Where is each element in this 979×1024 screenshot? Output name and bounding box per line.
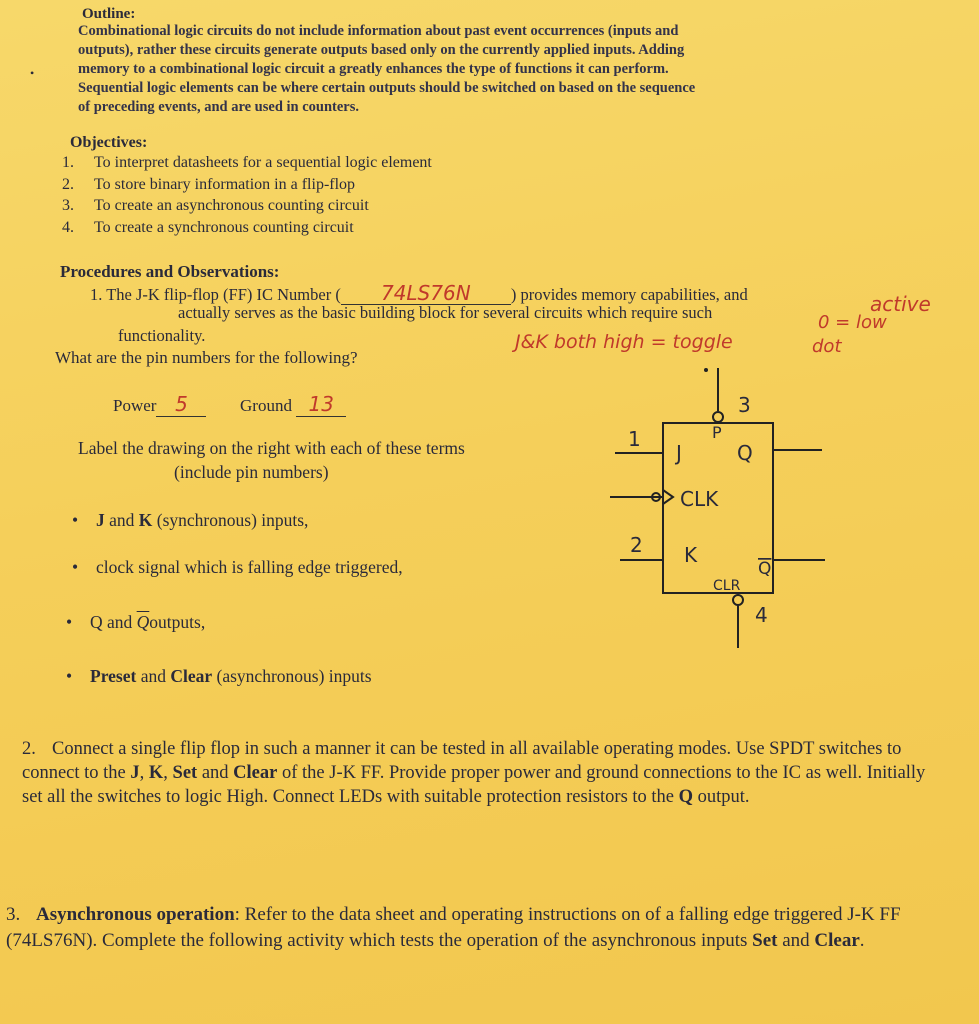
qbar-label: Q xyxy=(758,559,772,579)
k-label: K xyxy=(684,543,698,567)
outline-heading: Outline: xyxy=(82,6,136,22)
pin-k-number: 2 xyxy=(630,533,643,557)
ic-number-answer: 74LS76N xyxy=(341,282,511,305)
q-label: Q xyxy=(737,441,753,465)
ink-dot xyxy=(704,368,708,372)
ground-row: Ground 13 xyxy=(240,392,346,417)
pin-question: What are the pin numbers for the following? xyxy=(55,348,358,367)
handwritten-active: active xyxy=(870,292,931,316)
ground-pin-answer: 13 xyxy=(296,392,346,417)
step-2-paragraph: 2. Connect a single flip flop in such a manner it can be tested in all available operating modes. Use SPDT switches to connect to the J, K, Set and Clear of the J-K FF. Provide proper power and ground connections to the IC as well. Initially set all the switches to logic High. Connect LEDs with suitable protection resistors to the Q output. xyxy=(22,739,926,807)
pin-clr-number: 4 xyxy=(755,603,768,627)
procedure-1-line1: 1. The J-K flip-flop (FF) IC Number ( 74LS76N ) provides memory capabilities, and xyxy=(90,281,748,305)
power-pin-answer: 5 xyxy=(156,392,206,417)
pin-preset-number: 3 xyxy=(738,393,751,417)
outline-line: memory to a combinational logic circuit a greatly enhances the type of functions it can perform. xyxy=(78,61,669,77)
handwritten-jk-note: J&K both high = toggle xyxy=(515,331,733,353)
objective-item: 1. To interpret datasheets for a sequential logic element xyxy=(62,154,432,171)
objective-item: 3. To create an asynchronous counting circuit xyxy=(62,197,369,214)
preset-label: P xyxy=(712,423,722,442)
objective-item: 2. To store binary information in a flip-flop xyxy=(62,175,356,193)
procedures-heading: Procedures and Observations: xyxy=(60,262,280,281)
clear-bubble xyxy=(733,595,743,605)
clk-label: CLK xyxy=(680,487,719,511)
bullet-jk-inputs: • J and K (synchronous) inputs, xyxy=(72,510,309,530)
clr-label: CLR xyxy=(713,578,741,594)
preset-bubble xyxy=(713,412,723,422)
label-instructions: Label the drawing on the right with each of these terms (include pin numbers) xyxy=(78,438,465,482)
bullet-clock: • clock signal which is falling edge triggered, xyxy=(72,557,403,577)
outline-line: Combinational logic circuits do not include information about past event occurrences (inputs and xyxy=(78,23,679,39)
outline-line: of preceding events, and are used in counters. xyxy=(78,99,360,115)
outline-line: outputs), rather these circuits generate outputs based only on the currently applied inputs. Adding xyxy=(78,42,685,58)
handwritten-zero-low: 0 = low xyxy=(818,312,887,333)
stray-dot: • xyxy=(30,66,35,80)
pin-j-number: 1 xyxy=(628,427,641,451)
power-row: Power 5 xyxy=(113,392,206,417)
objectives-heading: Objectives: xyxy=(70,134,148,151)
outline-line: Sequential logic elements can be where certain outputs should be switched on based on the sequence xyxy=(78,80,696,96)
objective-item: 4. To create a synchronous counting circuit xyxy=(62,218,354,236)
handwritten-dot: dot xyxy=(812,336,842,357)
bullet-preset-clear: • Preset and Clear (asynchronous) inputs xyxy=(66,666,372,686)
bullet-q-outputs: • Q and $\overline{Q}outputs$, xyxy=(66,612,206,632)
j-label: J xyxy=(676,441,682,465)
clk-triangle xyxy=(663,490,673,504)
procedure-1-line3: functionality. xyxy=(118,326,206,345)
step-3-paragraph: 3. Asynchronous operation: Refer to the data sheet and operating instructions on of a falling edge triggered J-K FF (74LS76N). Complete the following activity which tests the operation of the asynchronous inputs Set and Clear. xyxy=(6,904,901,951)
procedure-1-line2: actually serves as the basic building block for several circuits which require such xyxy=(178,303,713,322)
